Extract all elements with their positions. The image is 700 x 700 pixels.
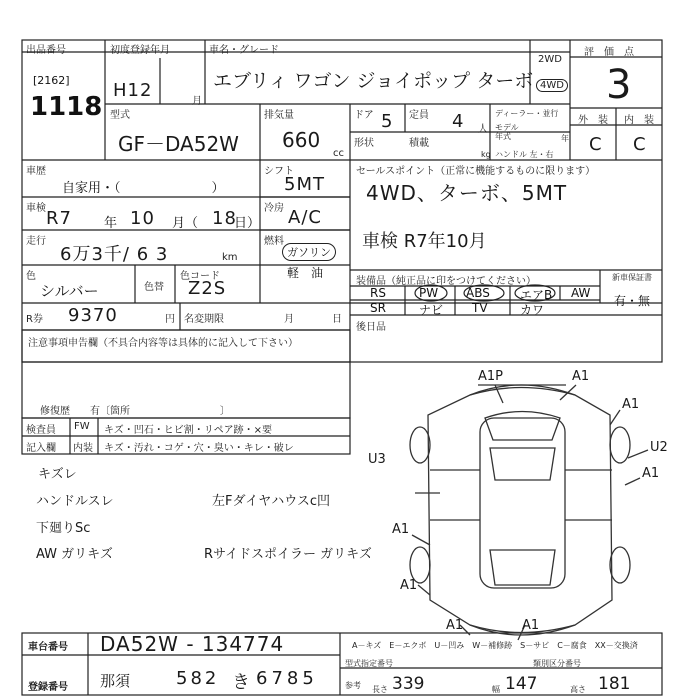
- first-registration-era: H12: [113, 80, 153, 101]
- inspection-day-unit: 日）: [234, 216, 261, 231]
- recycle-unit: 円: [165, 314, 175, 325]
- shift-value: 5MT: [284, 174, 325, 195]
- equip-navi: ナビ: [419, 303, 444, 317]
- registration-class: 582: [176, 668, 220, 689]
- registration-kana: き: [232, 672, 250, 693]
- equipment-label: 装備品（純正品に印をつけてください）: [356, 276, 536, 287]
- color-code: Z2S: [188, 278, 227, 299]
- fuel-diesel: 軽 油: [287, 266, 324, 280]
- length-label: 長さ: [372, 685, 388, 694]
- name-change-day-unit: 日: [332, 314, 342, 325]
- equip-pw: PW: [419, 286, 439, 300]
- mileage-value: 6万3千/ 6 3: [60, 244, 169, 265]
- doors-label: ドア: [354, 110, 374, 121]
- registration-number: 6785: [256, 668, 318, 689]
- remark-5: 左Fダイヤハウスc凹: [212, 494, 330, 509]
- first-registration-month-unit: 月: [192, 96, 202, 107]
- fuel-label: 燃料: [264, 236, 284, 247]
- equip-airbag: エアB: [520, 288, 553, 302]
- reference-label: 参考: [345, 681, 361, 690]
- inspection-label: 車検: [26, 203, 46, 214]
- interior-label: 内 装: [624, 115, 654, 126]
- new-car-warranty-label: 新車保証書: [612, 273, 652, 282]
- diagram-mark-right-fender: A1: [622, 397, 640, 412]
- lot-number-label: 出品番号: [26, 45, 66, 56]
- remark-6: Rサイドスポイラー ガリキズ: [204, 547, 372, 562]
- repair-history: 修復歴 有〔箇所 〕: [40, 406, 230, 417]
- delivery-label: 後日品: [356, 322, 386, 333]
- handle-label: ハンドル 左・右: [495, 150, 554, 159]
- exterior-label: 外 装: [578, 115, 608, 126]
- doors-value: 5: [381, 111, 394, 132]
- diagram-mark-left-rear: A1: [400, 578, 418, 593]
- sales-point-line-1: 4WD、ターボ、5MT: [366, 181, 568, 205]
- sales-point-line-2: 車検 R7年10月: [362, 231, 487, 252]
- name-change-label: 名変期限: [184, 314, 224, 325]
- drive-2wd: 2WD: [538, 54, 562, 65]
- lot-code: [2162]: [33, 74, 70, 87]
- width-value: 147: [505, 674, 538, 694]
- interior-check-label: 内装: [73, 443, 93, 454]
- interior-check-text: キズ・汚れ・コゲ・穴・臭い・キレ・破レ: [104, 443, 294, 454]
- lot-number: 1118: [30, 92, 103, 122]
- displacement-unit: cc: [333, 148, 344, 159]
- displacement-label: 排気量: [264, 110, 294, 121]
- equip-leather: カワ: [520, 303, 545, 317]
- inspection-year-unit: 年: [104, 216, 118, 231]
- remark-2: ハンドルスレ: [36, 494, 114, 509]
- model-year-label: モデル 年式: [495, 123, 519, 141]
- history-value: 自家用・（ ）: [62, 181, 225, 196]
- capacity-unit: 人: [478, 124, 488, 135]
- inspection-year: R7: [46, 208, 72, 229]
- recycle-label: R券: [26, 314, 43, 325]
- inspection-month: 10: [130, 208, 155, 229]
- equip-tv: TV: [472, 301, 488, 315]
- shift-label: シフト: [264, 166, 294, 177]
- displacement-value: 660: [282, 128, 321, 152]
- diagram-mark-left-front: U3: [368, 452, 386, 467]
- equip-sr: SR: [370, 301, 386, 315]
- diagram-mark-front-right: A1: [572, 369, 590, 384]
- height-value: 181: [598, 674, 631, 694]
- color-value: シルバー: [40, 282, 99, 300]
- fw-label: FW: [74, 421, 90, 432]
- remark-4: AW ガリキズ: [36, 547, 113, 562]
- car-name-grade-label: 車名・グレード: [209, 45, 279, 56]
- name-change-month-unit: 月: [284, 314, 294, 325]
- registration-region: 那須: [100, 672, 131, 690]
- inspector-label-1: 検査員: [26, 425, 56, 436]
- fuel-gasoline: ガソリン: [282, 243, 336, 261]
- diagram-mark-front: A1P: [478, 369, 504, 384]
- equip-abs: ABS: [466, 286, 490, 300]
- year-unit: 年: [561, 134, 569, 143]
- remark-1: キズレ: [38, 467, 77, 482]
- notes-label: 注意事項申告欄（不具合内容等は具体的に記入して下さい）: [28, 338, 298, 349]
- color-code-label: 色コード: [180, 271, 220, 282]
- mileage-unit: km: [222, 252, 238, 263]
- diagram-mark-rear: A1: [522, 618, 540, 633]
- chassis-number: DA52W - 134774: [100, 632, 285, 656]
- first-registration-label: 初度登録年月: [110, 45, 170, 56]
- registration-label: 登録番号: [28, 682, 68, 693]
- length-value: 339: [392, 674, 425, 694]
- equip-rs: RS: [370, 286, 386, 300]
- category-number-label: 類別区分番号: [533, 659, 581, 668]
- height-label: 高さ: [570, 685, 586, 694]
- chassis-label: 車台番号: [28, 642, 68, 653]
- inspection-month-unit: 月（: [172, 216, 199, 231]
- shape-label: 形状: [354, 138, 374, 149]
- exterior-grade: C: [589, 134, 603, 155]
- model-value: GF－DA52W: [118, 132, 239, 156]
- remark-3: 下廻りSc: [36, 521, 91, 536]
- color-change-label: 色替: [144, 282, 164, 293]
- drive-4wd: 4WD: [536, 79, 568, 92]
- rating-label: 評 価 点: [584, 47, 634, 58]
- capacity-label: 定員: [409, 110, 429, 121]
- recycle-value: 9370: [68, 305, 118, 326]
- load-label: 積載: [409, 138, 429, 149]
- diagram-mark-left-side: A1: [392, 522, 410, 537]
- mileage-label: 走行: [26, 236, 46, 247]
- color-label: 色: [26, 271, 36, 282]
- aircon-value: A/C: [288, 207, 322, 228]
- new-car-warranty-value: 有・無: [614, 294, 651, 308]
- diagram-mark-rear-left: A1: [446, 618, 464, 633]
- diagram-mark-right-side: A1: [642, 466, 660, 481]
- width-label: 幅: [492, 685, 500, 694]
- inspector-label-2: 記入欄: [26, 443, 56, 454]
- diagram-mark-right-door: U2: [650, 440, 668, 455]
- capacity-value: 4: [452, 111, 465, 132]
- sales-points-label: セールスポイント（正常に機能するものに限ります）: [356, 166, 596, 177]
- history-label: 車歴: [26, 166, 46, 177]
- car-name: エブリィ ワゴン ジョイポップ ターボ: [213, 70, 534, 92]
- dealer-label: ディーラー・並行: [495, 109, 559, 118]
- fw-text: キズ・凹石・ヒビ割・リペア跡・×要: [104, 425, 272, 436]
- type-number-label: 型式指定番号: [345, 659, 393, 668]
- model-label: 型式: [110, 110, 130, 121]
- rating-score: 3: [606, 62, 632, 108]
- damage-legend: A－キズ E－エクボ U－凹み W－補修跡 S－サビ C－腐食 XX－交換済: [352, 641, 638, 650]
- equip-aw: AW: [571, 286, 591, 300]
- aircon-label: 冷房: [264, 203, 284, 214]
- load-unit: kg: [481, 150, 491, 159]
- inspection-day: 18: [212, 208, 237, 229]
- interior-grade: C: [633, 134, 647, 155]
